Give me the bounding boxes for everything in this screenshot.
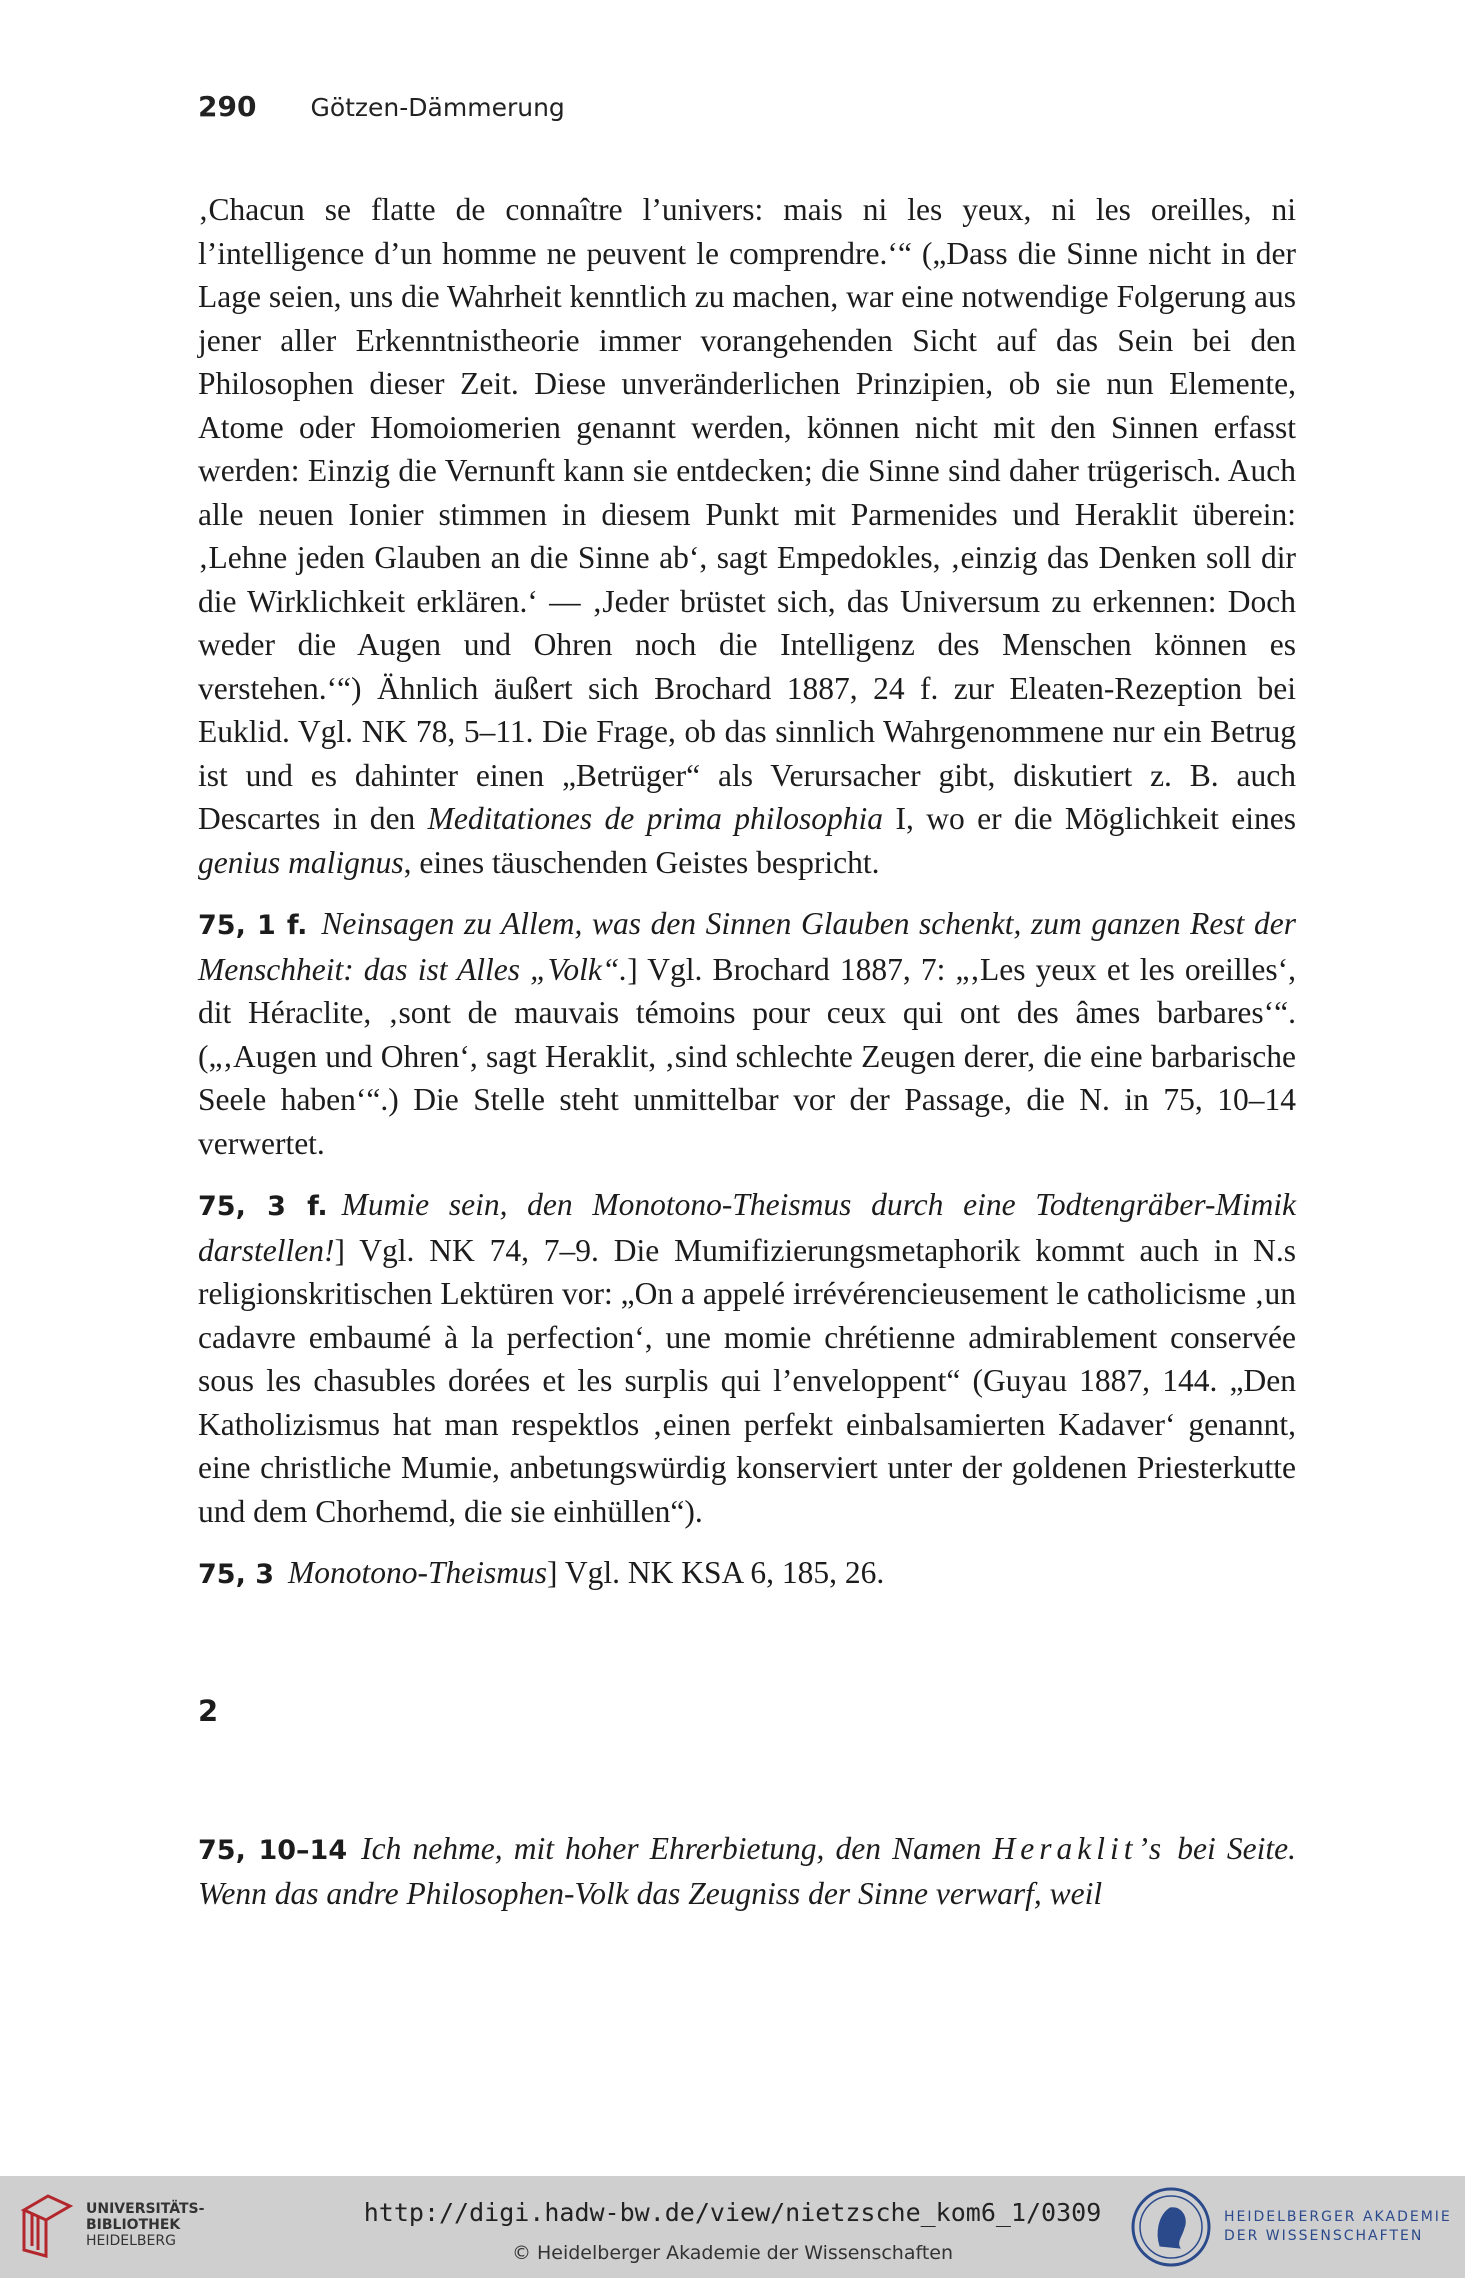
academy-logo[interactable] bbox=[1130, 2186, 1452, 2268]
copyright-notice: © Heidelberger Akademie der Wissenschaften bbox=[511, 2242, 954, 2264]
academy-seal-icon bbox=[1130, 2186, 1212, 2268]
section-number: 2 bbox=[198, 1693, 219, 1728]
lemma: Monotono-Theismus bbox=[288, 1555, 548, 1590]
entry-text: ] Vgl. NK KSA 6, 185, 26. bbox=[547, 1555, 885, 1590]
entry-text: ] Vgl. Brochard 1887, 7: „‚Les yeux et les oreilles‘, dit Héraclite, ‚sont de mauvais témoins pour ceux qui ont des âmes barbares‘“. („‚Augen und Ohren‘, sagt Heraklit, ‚sind schlechte Zeugen derer, die eine barbarische Seele haben‘“.) Die Stelle steht unmittelbar vor der Passage, die N. in 75, 10–14 verwertet. bbox=[198, 951, 1296, 1161]
line-reference: 75, 1 f. bbox=[198, 910, 308, 941]
commentary-entry bbox=[198, 1551, 1296, 1597]
paragraph-text-mid: I, wo er die Möglichkeit eines bbox=[883, 801, 1296, 836]
running-header bbox=[198, 90, 565, 123]
commentary-entry bbox=[198, 1827, 1296, 1916]
lemma: Ich nehme, mit hoher Ehrerbietung, den Namen bbox=[361, 1830, 993, 1866]
page-number: 290 bbox=[198, 90, 257, 123]
lemma-spaced-name: Heraklit’s bbox=[992, 1830, 1167, 1866]
commentary-entry bbox=[198, 1183, 1296, 1533]
lemma: Mumie sein, den Monotono-Theismus durch eine Todtengräber-Mimik darstellen! bbox=[198, 1187, 1296, 1268]
library-name-line: HEIDELBERG bbox=[86, 2233, 176, 2249]
running-title: Götzen-Dämmerung bbox=[310, 93, 565, 122]
digital-edition-footer bbox=[0, 2176, 1465, 2278]
work-title: Meditationes de prima philosophia bbox=[427, 801, 884, 836]
library-name-line: UNIVERSITÄTS- bbox=[86, 2201, 205, 2217]
line-reference: 75, 3 bbox=[198, 1559, 275, 1590]
latin-term: genius malignus bbox=[198, 844, 404, 880]
paragraph-text: ‚Chacun se flatte de connaître l’univers: mais ni les yeux, ni les oreilles, ni l’intelligence d’un homme ne peuvent le comprendre.‘“ („Dass die Sinne nicht in der Lage seien, uns die Wahrheit kenntlich zu machen, war eine notwendige Folgerung aus jener aller Erkenntnistheorie immer vorangehenden Sicht auf das Sein bei den Philosophen dieser Zeit. Diese unveränderlichen Prinzipien, ob sie nun Elemente, Atome oder Homoiomerien genannt werden, können nicht mit den Sinnen erfasst werden: Einzig die Vernunft kann sie entdecken; die Sinne sind daher trügerisch. Auch alle neuen Ionier stimmen in diesem Punkt mit Parmenides und Heraklit überein: ‚Lehne jeden Glauben an die Sinne ab‘, sagt Empedokles, ‚einzig das Denken soll dir die Wirklichkeit erklären.‘ — ‚Jeder brüstet sich, das Universum zu erkennen: Doch weder die Augen und Ohren noch die Intelligenz des Menschen können es verstehen.‘“) Ähnlich äußert sich Brochard 1887, 24 f. zur Eleaten-Rezeption bei Euklid. Vgl. NK 78, 5–11. Die Frage, ob das sinnlich Wahrgenommene nur ein Betrug ist und es dahinter einen „Betrüger“ als Verursacher gibt, diskutiert z. B. auch Descartes in den bbox=[198, 192, 1296, 836]
academy-name-line: DER WISSENSCHAFTEN bbox=[1224, 2228, 1424, 2244]
paragraph-text-end: , eines täuschenden Geistes bespricht. bbox=[403, 844, 880, 880]
line-reference: 75, 3 f. bbox=[198, 1191, 328, 1222]
permalink-url[interactable]: http://digi.hadw-bw.de/view/nietzsche_kom6_1/0309 bbox=[363, 2198, 1102, 2227]
lemma: Neinsagen zu Allem, was den Sinnen Glauben schenkt, zum ganzen Rest der Menschheit: das ist Alles „Volk“. bbox=[198, 906, 1296, 987]
entry-text: ] Vgl. NK 74, 7–9. Die Mumifizierungsmetaphorik kommt auch in N.s religionskritischen Lektüren vor: „On a appelé irrévérencieusement le catholicisme ‚un cadavre embaumé à la perfection‘, une momie chrétienne admirablement conservée sous les chasubles dorées et les surplis qui l’enveloppent“ (Guyau 1887, 144. „Den Katholizismus hat man respektlos ‚einen perfekt einbalsamierten Kadaver‘ genannt, eine christliche Mumie, anbetungswürdig konserviert unter der goldenen Priesterkutte und dem Chorhemd, die sie einhüllen“). bbox=[198, 1232, 1296, 1529]
lemma-continued: bei Seite. Wenn das andre Philosophen-Volk das Zeugniss der Sinne verwarf, weil bbox=[198, 1830, 1297, 1911]
page-body bbox=[198, 188, 1296, 1934]
commentary-entry bbox=[198, 902, 1296, 1165]
library-name-line: BIBLIOTHEK bbox=[86, 2217, 181, 2233]
paragraph-continued bbox=[198, 188, 1296, 884]
academy-name-line: HEIDELBERGER AKADEMIE bbox=[1224, 2209, 1452, 2225]
line-reference: 75, 10–14 bbox=[198, 1834, 348, 1866]
